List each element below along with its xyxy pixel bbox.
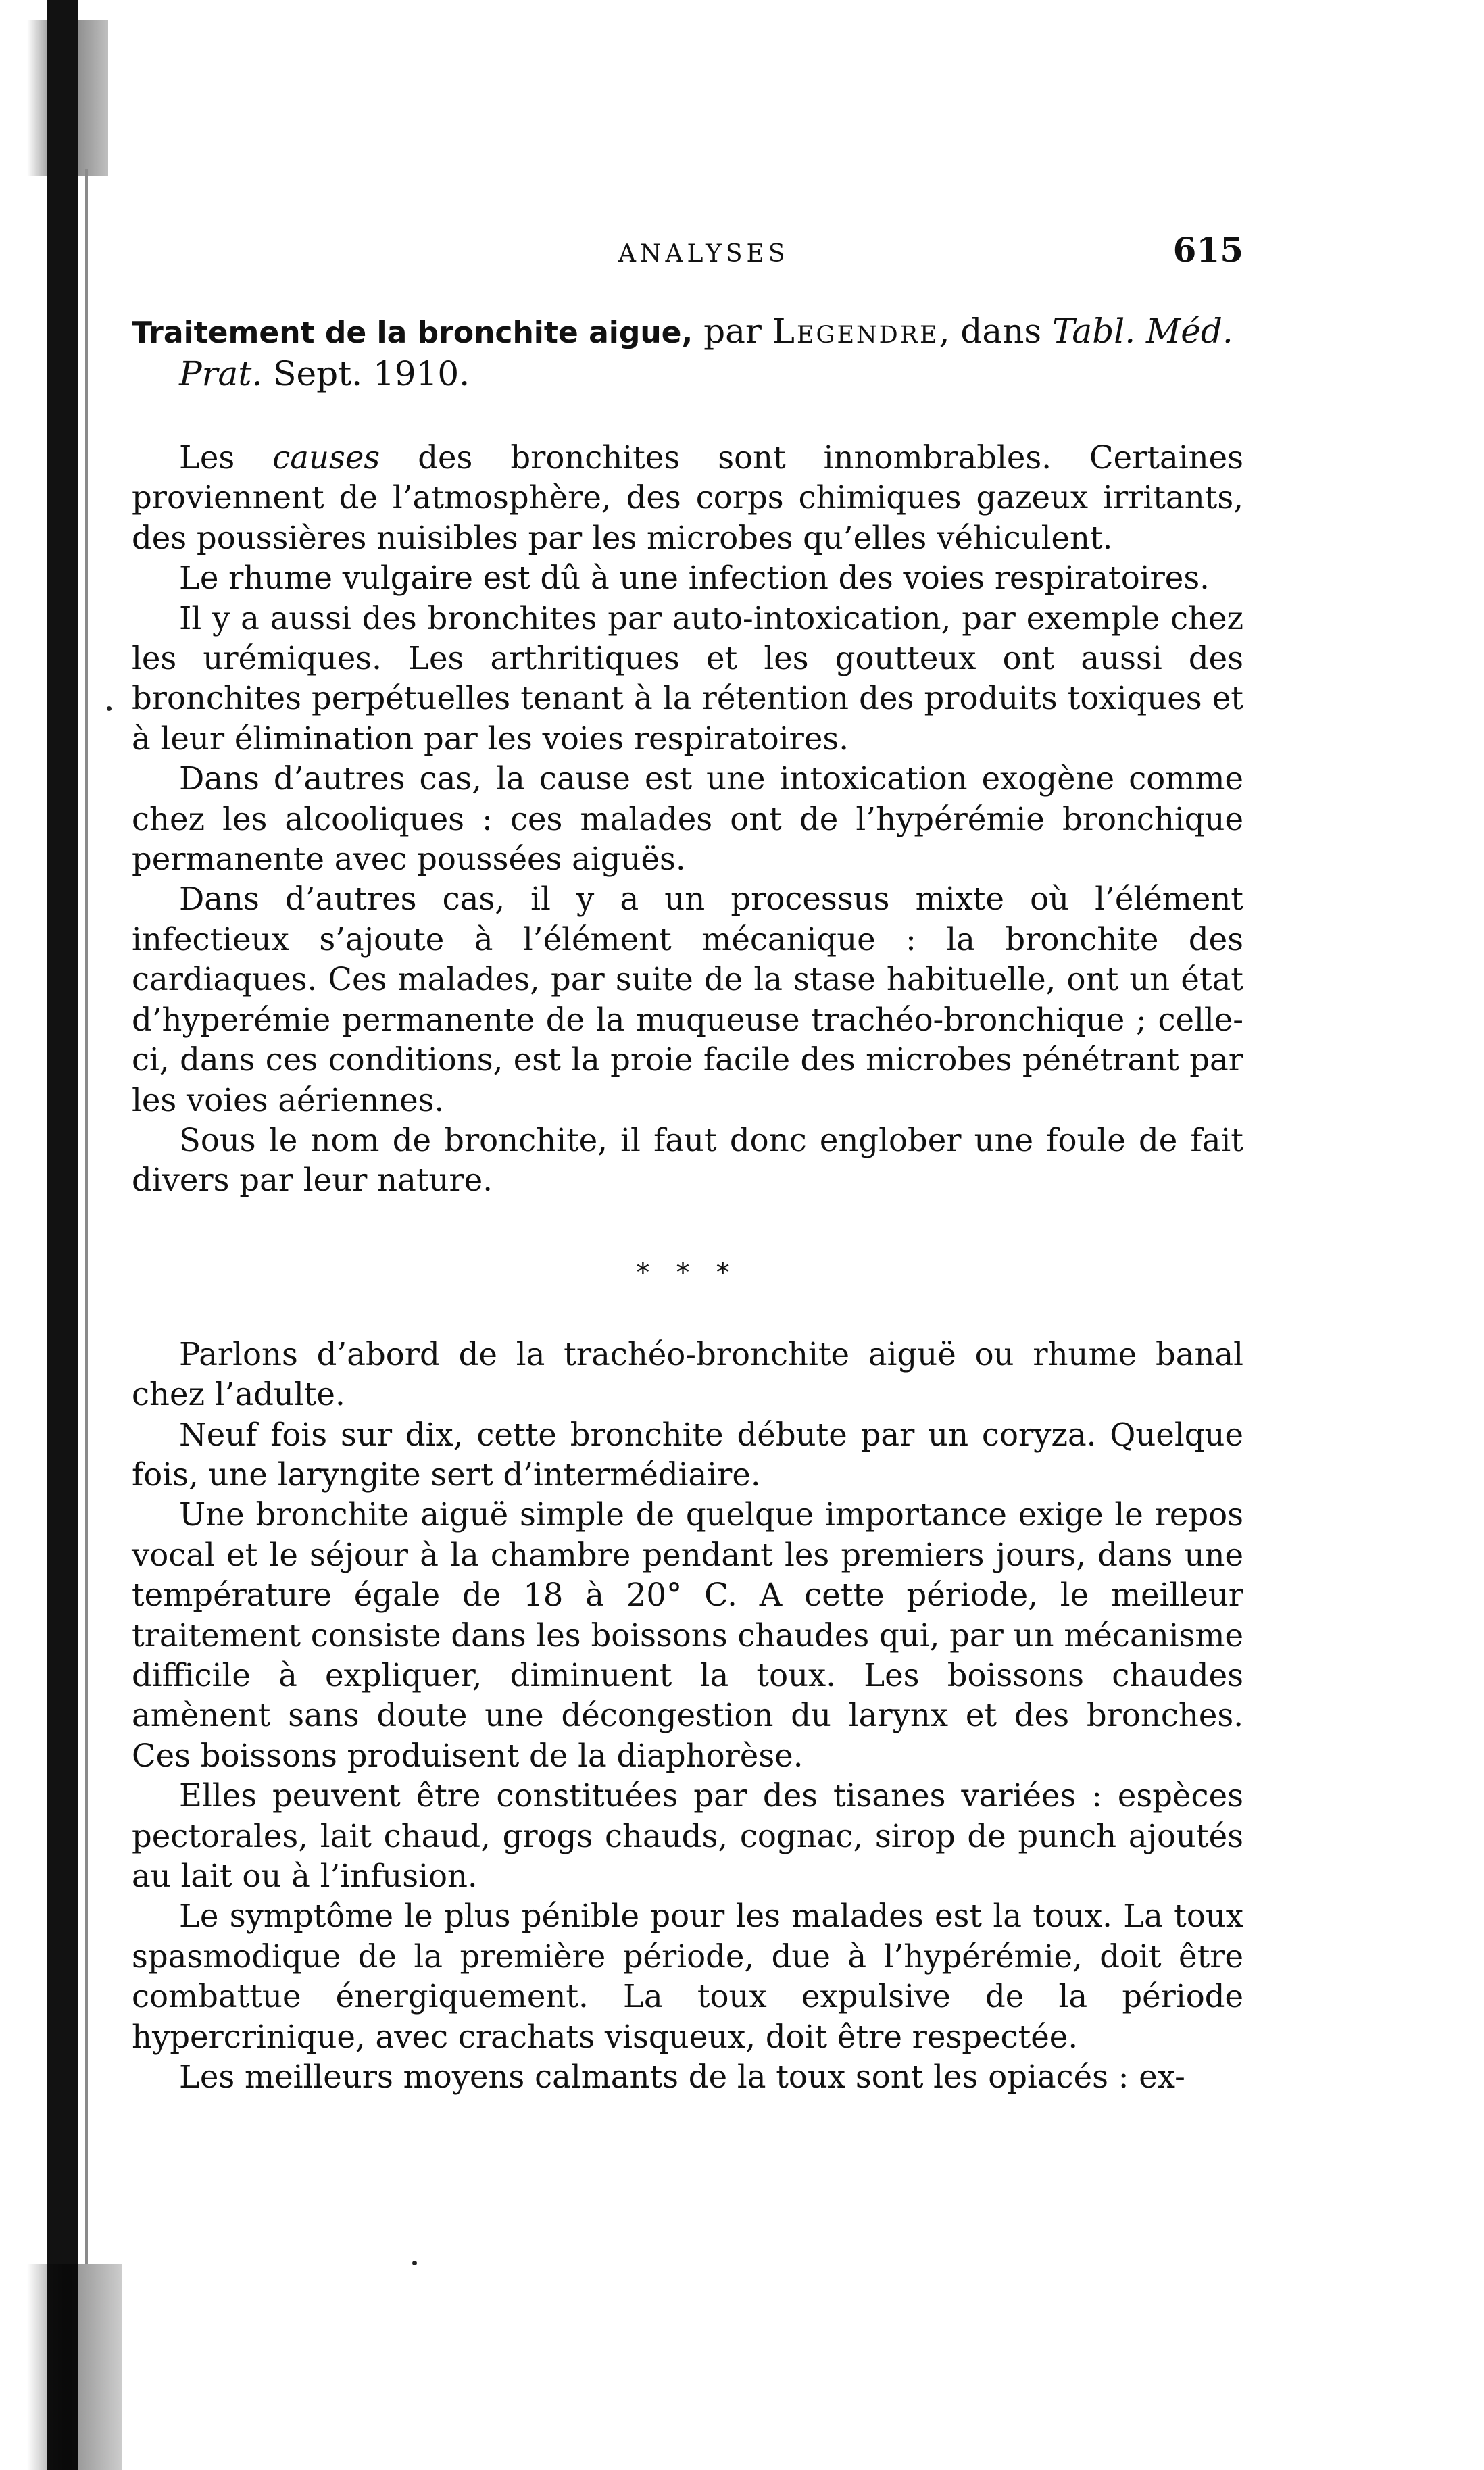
heading-par: par — [693, 312, 772, 351]
paragraph: Une bronchite aiguë simple de quelque importance exige le repos vocal et le séjour à la chambre pendant les premiers jours, dans une température égale de 18 à 20° C. A cette période, le meilleur traitement consiste dans les boissons chaudes qui, par un mécanisme difficile à expliquer, diminuent la toux. Les boissons chaudes amènent sans doute une décongestion du larynx et des bronches. Ces boissons produisent de la diaphorèse. — [132, 1496, 1243, 1774]
journal-name: Tabl. Méd. Prat. — [179, 312, 1233, 393]
page-binding-edge — [47, 0, 78, 2470]
page-binding-line — [85, 169, 88, 2264]
publication-date: Sept. 1910. — [262, 354, 470, 393]
paragraph-rest: des bronchites sont innombrables. Certaines proviennent de l’atmosphère, des corps chimiques gazeux irritants, des poussières nuisibles par les microbes qu’elles véhiculent. — [132, 439, 1243, 556]
paragraph: Le symptôme le plus pénible pour les malades est la toux. La toux spasmodique de la première période, due à l’hypérémie, doit être combattue énergiquement. La toux expulsive de la période hypercrinique, avec crachats visqueux, doit être respectée. — [132, 1898, 1243, 2055]
paragraph: Il y a aussi des bronchites par auto-intoxication, par exemple chez les urémiques. Les arthritiques et les goutteux ont aussi des bronchites perpétuelles tenant à la rétention des produits toxiques et à leur élimination par les voies respiratoires. — [132, 599, 1243, 757]
ink-speck — [107, 706, 112, 711]
body-text-after-break — [132, 1335, 1243, 2098]
book-page — [132, 230, 1243, 2097]
emphasized-word: causes — [272, 439, 380, 476]
binding-shadow-bottom — [27, 2264, 122, 2470]
paragraph-causes — [132, 438, 1243, 558]
running-title: ANALYSES — [618, 240, 789, 268]
page-number: 615 — [1172, 230, 1243, 270]
paragraph: Sous le nom de bronchite, il faut donc englober une foule de fait divers par leur nature. — [132, 1121, 1243, 1199]
heading-dans: , dans — [939, 312, 1052, 351]
article-title: Traitement de la bronchite aigue, — [132, 316, 693, 350]
paragraph: Dans d’autres cas, la cause est une intoxication exogène comme chez les alcooliques : ces malades ont de l’hypérémie bronchique permanente avec poussées aiguës. — [132, 760, 1243, 878]
body-text-before-break — [132, 438, 1243, 1201]
article-heading — [132, 311, 1243, 394]
ink-speck — [412, 2261, 417, 2265]
section-break-asterisks: * * * — [636, 1257, 739, 1287]
paragraph: Le rhume vulgaire est dû à une infection des voies respiratoires. — [179, 560, 1210, 597]
paragraph: Parlons d’abord de la trachéo-bronchite aiguë ou rhume banal chez l’adulte. — [132, 1335, 1243, 1413]
paragraph: Elles peuvent être constituées par des tisanes variées : espèces pectorales, lait chaud, grogs chauds, cognac, sirop de punch ajoutés au lait ou à l’infusion. — [132, 1777, 1243, 1894]
paragraph: Neuf fois sur dix, cette bronchite débute par un coryza. Quelque fois, une laryngite sert d’intermédiaire. — [132, 1416, 1243, 1493]
running-header — [132, 230, 1243, 284]
paragraph: Les meilleurs moyens calmants de la toux sont les opiacés : ex- — [179, 2058, 1185, 2096]
paragraph: Dans d’autres cas, il y a un processus mixte où l’élément infectieux s’ajoute à l’élément mécanique : la bronchite des cardiaques. Ces malades, par suite de la stase habituelle, ont un état d’hyperémie permanente de la muqueuse trachéo-bronchique ; celle-ci, dans ces conditions, est la proie facile des microbes pénétrant par les voies aériennes. — [132, 881, 1243, 1118]
article-author: Legendre — [772, 312, 939, 351]
paragraph-lead: Les — [179, 439, 273, 476]
